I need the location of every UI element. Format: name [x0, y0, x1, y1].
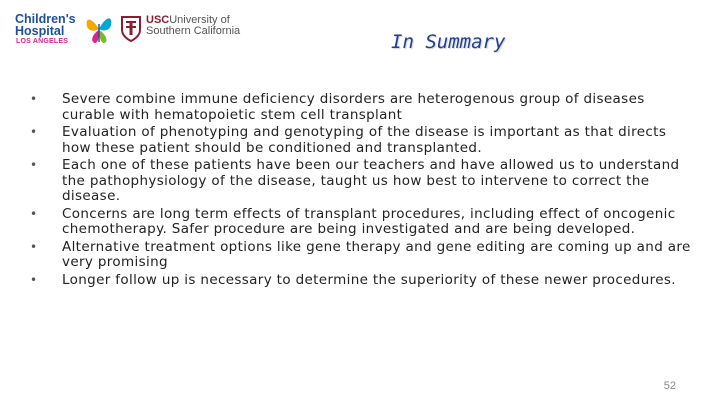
butterfly-icon — [85, 12, 113, 46]
chla-logo-name — [15, 13, 76, 37]
chla-name-line1: Children's — [15, 12, 76, 26]
usc-seal-icon — [120, 15, 142, 43]
chla-logo — [12, 10, 112, 50]
bullet-icon: • — [30, 92, 38, 106]
bullet-item — [28, 273, 698, 289]
usc-logo — [120, 14, 241, 48]
chla-name-line2: Hospital — [15, 24, 65, 38]
header-logos — [12, 10, 241, 50]
bullet-item — [28, 240, 698, 271]
slide-title: In Summary — [391, 31, 506, 53]
page-number: 52 — [663, 380, 676, 392]
bullet-text: Concerns are long term effects of transplant procedures, including effect of oncogenic chemotherapy. Safer procedure are being investigated and are being developed. — [62, 205, 676, 237]
bullet-item — [28, 125, 698, 156]
bullet-item — [28, 158, 698, 205]
bullet-text: Evaluation of phenotyping and genotyping of the disease is important as that directs how these patient should be conditioned and transplanted. — [62, 124, 667, 156]
bullet-item — [28, 207, 698, 238]
usc-wordmark: USC — [146, 14, 170, 26]
bullet-text: Longer follow up is necessary to determine the superiority of these newer procedures. — [62, 271, 676, 288]
usc-line2: Southern California — [146, 25, 241, 37]
bullet-icon: • — [30, 239, 38, 254]
bullet-text: Each one of these patients have been our teachers and have allowed us to understand the pathophysiology of the disease, taught us how best to intervene to correct the disease. — [62, 157, 680, 204]
bullet-text: Severe combine immune deficiency disorders are heterogenous group of diseases curable with hematopoietic stem cell transplant — [62, 91, 645, 123]
bullet-icon: • — [30, 206, 38, 221]
bullet-icon: • — [30, 125, 38, 139]
bullet-icon: • — [30, 272, 38, 287]
bullet-icon: • — [30, 158, 38, 172]
bullet-item — [28, 92, 698, 123]
bullet-text: Alternative treatment options like gene therapy and gene editing are coming up and are very promising — [62, 238, 691, 270]
usc-line1: University of — [169, 14, 230, 26]
bullet-list — [28, 92, 698, 290]
chla-logo-subtitle: LOS ANGELES — [16, 38, 69, 45]
usc-logo-text — [146, 15, 240, 37]
